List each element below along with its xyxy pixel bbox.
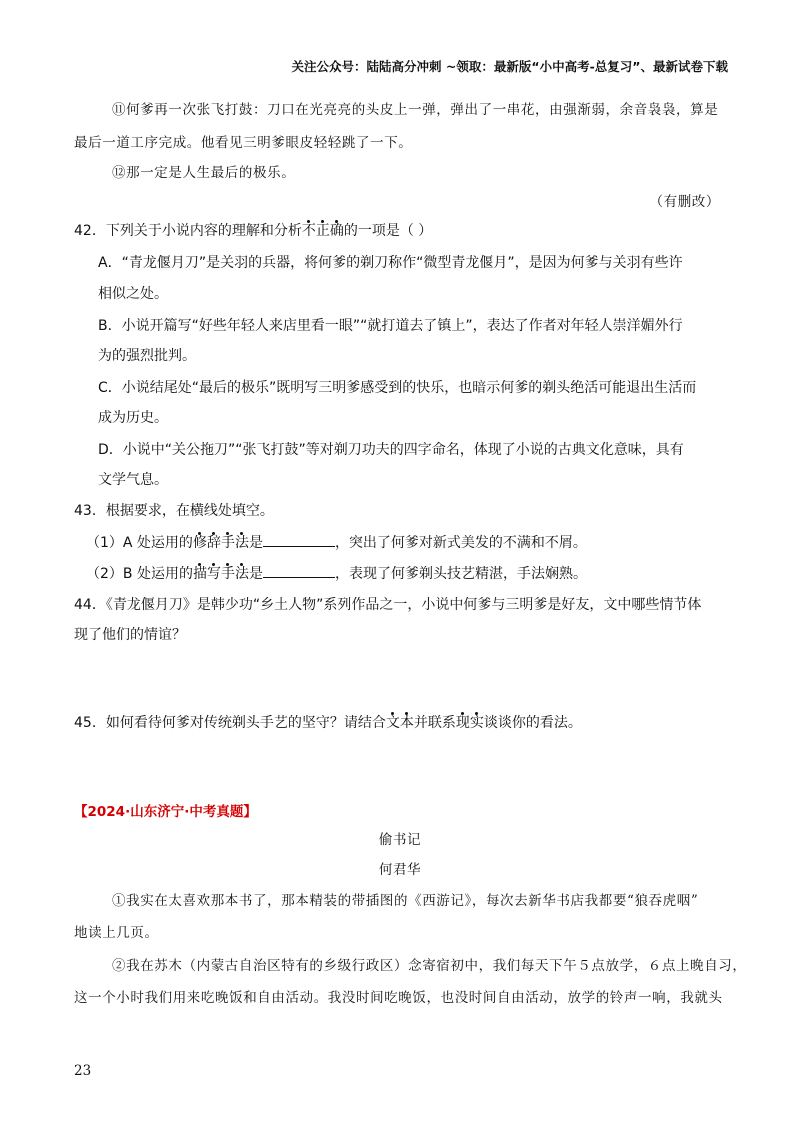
q42-emphasis-char: 确 xyxy=(329,223,344,239)
passage-author: 何君华 xyxy=(378,862,422,878)
question-44-line-2: 现了他们的情谊？ xyxy=(74,627,186,643)
story-paragraph-11-line-1: ⑪何爹再一次张飞打鼓：刀口在光亮亮的头皮上一弹，弹出了一串花，由强渐弱，余音袅袅，算是 xyxy=(112,102,719,118)
story-paragraph-11-line-2: 最后一道工序完成。他看见三明爹眼皮轻轻跳了一下。 xyxy=(74,135,413,151)
q42-option-d-line-1: D．小说中“关公拖刀”“张飞打鼓”等对剃刀功夫的四字命名，体现了小说的古典文化意味，具有 xyxy=(98,442,684,458)
q43-sub2-before: （2）B 处运用的 xyxy=(86,566,193,582)
q43-subquestion-1 xyxy=(86,532,587,553)
q42-option-b-line-2: 为的强烈批判。 xyxy=(98,348,196,364)
question-45 xyxy=(74,713,582,733)
answer-blank-1[interactable] xyxy=(263,532,335,547)
q43-sub1-after: ，突出了何爹对新式美发的不满和不屑。 xyxy=(334,535,587,551)
q42-option-a-line-2: 相似之处。 xyxy=(98,286,168,302)
page-number: 23 xyxy=(74,1063,92,1079)
story-paragraph-12: ⑫那一定是人生最后的极乐。 xyxy=(112,165,296,181)
revision-note: （有删改） xyxy=(649,194,720,210)
q43-emphasis-char: 辞 xyxy=(206,535,221,551)
q43-emphasis-char: 法 xyxy=(234,566,249,582)
q43-sub1-mid: 是 xyxy=(248,535,263,551)
q43-sub2-mid: 是 xyxy=(248,566,263,582)
q43-sub1-before: （1）A 处运用的 xyxy=(86,535,193,551)
q45-emphasis-char: 现 xyxy=(455,715,470,731)
q42-option-c-line-2: 成为历史。 xyxy=(98,410,168,426)
q45-mid: 并联系 xyxy=(413,715,456,731)
q43-emphasis-char: 修 xyxy=(192,535,207,551)
q45-after: 谈谈你的看法。 xyxy=(483,715,582,731)
q42-option-d-line-2: 文学气息。 xyxy=(98,472,168,488)
q45-emphasis-char: 本 xyxy=(399,715,414,731)
passage-title: 偷书记 xyxy=(378,832,422,848)
q43-emphasis-char: 描 xyxy=(192,566,207,582)
passage-paragraph-2-line-2: 这一个小时我们用来吃晚饭和自由活动。我没时间吃晚饭，也没时间自由活动，放学的铃声一响，我就头 xyxy=(74,990,723,1006)
question-44-line-1: 44．《青龙偃月刀》是韩少功“乡土人物”系列作品之一，小说中何爹与三明爹是好友，文中哪些情节体 xyxy=(74,597,702,613)
q42-stem-after: 的一项是（ ） xyxy=(343,223,433,239)
passage-paragraph-2-line-1: ②我在苏木（内蒙古自治区特有的乡级行政区）念寄宿初中，我们每天下午５点放学，６点上晚自习， xyxy=(112,958,747,974)
exam-source-tag: 【2024·山东济宁·中考真题】 xyxy=(74,804,257,820)
q43-emphasis-char: 法 xyxy=(234,535,249,551)
q45-emphasis-char: 文 xyxy=(385,715,400,731)
q42-stem-before: 42．下列关于小说内容的理解和分析 xyxy=(74,223,302,239)
q43-subquestion-2 xyxy=(86,563,587,584)
q42-option-b-line-1: B．小说开篇写“好些年轻人来店里看一眼”“就打道去了镇上”，表达了作者对年轻人崇洋媚外行 xyxy=(98,318,683,334)
passage-paragraph-1-line-1: ①我实在太喜欢那本书了，那本精装的带插图的《西游记》，每次去新华书店我都要“狼吞虎咽” xyxy=(112,893,699,909)
q43-emphasis-char: 手 xyxy=(220,566,235,582)
q43-sub2-after: ，表现了何爹剃头技艺精湛，手法娴熟。 xyxy=(334,566,587,582)
passage-paragraph-1-line-2: 地读上几页。 xyxy=(74,925,159,941)
q45-emphasis-char: 实 xyxy=(469,715,484,731)
q42-option-a-line-1: A．“青龙偃月刀”是关羽的兵器，将何爹的剃刀称作“微型青龙偃月”，是因为何爹与关羽有些许 xyxy=(98,255,683,271)
page-header: 关注公众号：陆陆高分冲刺 ~领取：最新版“小中高考-总复习”、最新试卷下载 xyxy=(291,59,728,74)
question-42-stem xyxy=(74,221,432,241)
q43-emphasis-char: 手 xyxy=(220,535,235,551)
q43-emphasis-char: 写 xyxy=(206,566,221,582)
answer-blank-2[interactable] xyxy=(263,563,335,578)
q42-option-c-line-1: C．小说结尾处“最后的极乐”既明写三明爹感受到的快乐，也暗示何爹的剃头绝活可能退出生活而 xyxy=(98,380,697,396)
q42-emphasis-char: 正 xyxy=(315,223,330,239)
q45-before: 45．如何看待何爹对传统剃头手艺的坚守？请结合 xyxy=(74,715,386,731)
q42-emphasis-char: 不 xyxy=(301,223,316,239)
question-43-stem: 43．根据要求，在横线处填空。 xyxy=(74,503,274,519)
